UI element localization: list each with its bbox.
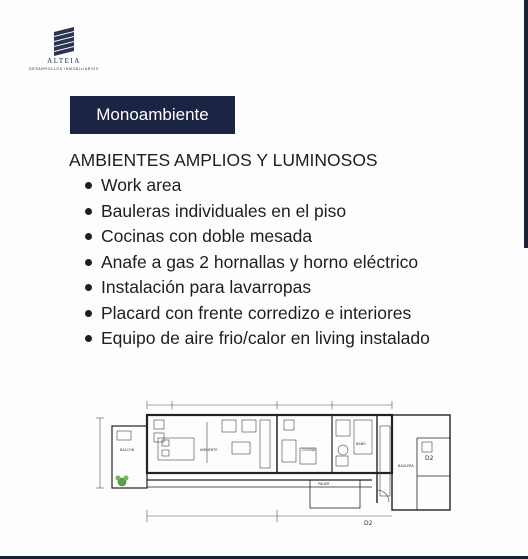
- list-item: [82, 250, 462, 276]
- list-item: [82, 199, 462, 225]
- cocina-label: COCINA: [302, 448, 316, 452]
- bano-label: BAÑO: [356, 442, 366, 446]
- feature-text: Cocinas con doble mesada: [101, 226, 313, 246]
- ambiente-label: AMBIENTE: [200, 448, 218, 452]
- feature-text: Bauleras individuales en el piso: [101, 200, 347, 221]
- logo-tagline: DESARROLLOS INMOBILIARIOS: [29, 67, 99, 71]
- list-item: [82, 224, 462, 250]
- list-item: [82, 173, 462, 199]
- feature-list: [82, 173, 462, 352]
- building-logo-icon: [52, 26, 76, 56]
- floor-plan: [92, 398, 452, 530]
- logo: [18, 24, 110, 76]
- bullet-icon: [85, 259, 92, 266]
- bullet-icon: [85, 284, 92, 291]
- feature-text: Anafe a gas 2 hornallas y horno eléctrico: [101, 251, 419, 272]
- feature-text: Equipo de aire frio/calor en living instalado: [101, 328, 430, 348]
- feature-text: Placard con frente corredizo e interiores: [101, 302, 412, 323]
- bullet-icon: [85, 233, 92, 240]
- furniture: [116, 420, 433, 502]
- feature-text: Work area: [101, 175, 182, 195]
- edge-bar: [524, 0, 528, 248]
- logo-name: ALTEIA: [47, 57, 81, 65]
- feature-text: Instalación para lavarropas: [101, 277, 312, 297]
- unit-code-bottom-label: D2: [364, 520, 373, 527]
- balcon-label: BALCON: [120, 448, 135, 452]
- bullet-icon: [85, 208, 92, 215]
- palier-label: PALIER: [318, 482, 330, 486]
- unit-code-label: D2: [425, 455, 434, 462]
- list-item: [82, 301, 462, 327]
- unit-type-badge: Monoambiente: [70, 96, 235, 134]
- list-item: [82, 326, 462, 352]
- section-heading: AMBIENTES AMPLIOS Y LUMINOSOS: [69, 150, 378, 170]
- dimension-lines: [96, 401, 392, 522]
- bullet-icon: [85, 182, 92, 189]
- baulera-label: BAULERA: [398, 464, 414, 468]
- bullet-icon: [85, 335, 92, 342]
- bullet-icon: [85, 310, 92, 317]
- list-item: [82, 275, 462, 301]
